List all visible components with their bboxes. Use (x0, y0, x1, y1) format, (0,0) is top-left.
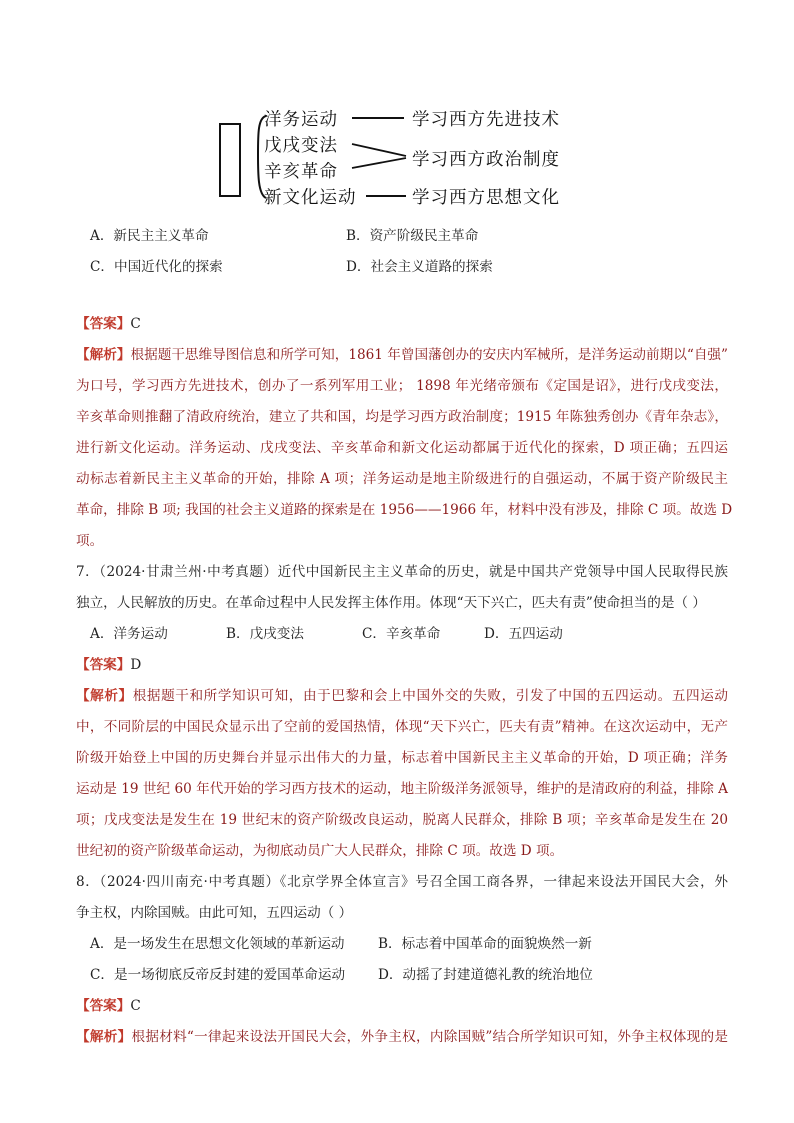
q6-analysis-line-1 (76, 344, 728, 366)
analysis-label: 【解析】 (76, 688, 133, 704)
q6-answer (76, 313, 728, 335)
answer-label: 【答案】 (76, 657, 131, 673)
analysis-text: 根据题干和所学知识可知，由于巴黎和会上中国外交的失败，引发了中国的五四运动。五四运动 (132, 688, 728, 704)
q6-option-a: A．新民主主义革命 (90, 228, 209, 244)
q6-analysis-line-2: 为口号，学习西方先进技术，创办了一系列军用工业； 1898 年光绪帝颁布《定国是诏》，进行戊戌变法， (76, 378, 728, 394)
q7-analysis-line-3: 阶级开始登上中国的历史舞台并显示出伟大的力量，标志着中国新民主主义革命的开始，D 项正确；洋务 (76, 750, 728, 766)
q6-analysis-line-4: 进行新文化运动。洋务运动、戊戌变法、辛亥革命和新文化运动都属于近代化的探索，D 项正确；五四运 (76, 440, 728, 456)
q7-answer (76, 654, 728, 676)
connector-2 (352, 144, 406, 156)
q8-option-d: D．动摇了封建道德礼教的统治地位 (378, 967, 593, 983)
analysis-text: 根据题干思维导图信息和所学可知，1861 年曾国藩创办的安庆内军械所，是洋务运动前期以“自强” (130, 347, 729, 363)
diagram-item-3: 辛亥革命 (264, 162, 338, 182)
q6-analysis-line-6: 革命，排除 B 项; 我国的社会主义道路的探索是在 1956——1966 年，材料中没有涉及，排除 C 项。故选 D (76, 502, 733, 518)
q8-option-b: B．标志着中国革命的面貌焕然一新 (378, 936, 592, 952)
q7-analysis-line-6: 世纪初的资产阶级革命运动，为彻底动员广大人民群众，排除 C 项。故选 D 项。 (76, 843, 564, 859)
q7-analysis-line-4: 运动是 19 世纪 60 年代开始的学习西方技术的运动，地主阶级洋务派领导，维护的是清政府的利益，排除 A (76, 781, 728, 797)
q8-answer (76, 995, 728, 1017)
q6-option-c: C．中国近代化的探索 (90, 259, 223, 275)
q7-stem-line-2: 独立，人民解放的历史。在革命过程中人民发挥主体作用。体现“天下兴亡，匹夫有责”使命担当的是（ ） (76, 595, 706, 611)
q7-option-c: C．辛亥革命 (362, 626, 441, 642)
diagram-target-1: 学习西方先进技术 (412, 110, 560, 130)
q7-stem-line-1: 7．（2024·甘肃兰州·中考真题）近代中国新民主主义革命的历史，就是中国共产党领导中国人民取得民族 (76, 564, 728, 580)
answer-value: C (130, 998, 141, 1014)
q8-stem-line-1: 8．（2024·四川南充·中考真题）《北京学界全体宣言》号召全国工商各界，一律起来设法开国民大会，外 (76, 874, 728, 890)
diagram-item-2: 戊戌变法 (264, 136, 338, 156)
answer-label: 【答案】 (76, 316, 131, 332)
analysis-label: 【解析】 (76, 347, 131, 363)
bracket-box (220, 124, 240, 196)
q6-analysis-line-7: 项。 (76, 533, 104, 549)
diagram-target-2: 学习西方政治制度 (412, 150, 560, 170)
q8-option-c: C．是一场彻底反帝反封建的爱国革命运动 (90, 967, 346, 983)
q8-stem-line-2: 争主权，内除国贼。由此可知，五四运动（ ） (76, 905, 353, 921)
q7-option-b: B．戊戌变法 (226, 626, 304, 642)
q7-analysis-line-5: 项；戊戌变法是发生在 19 世纪末的资产阶级改良运动，脱离人民群众，排除 B 项；辛亥革命是发生在 20 (76, 812, 728, 828)
q6-analysis-line-5: 动标志着新民主主义革命的开始，排除 A 项；洋务运动是地主阶级进行的自强运动，不属于资产阶级民主 (76, 471, 728, 487)
q8-analysis-line-1 (76, 1026, 728, 1048)
q6-option-b: B．资产阶级民主革命 (346, 228, 479, 244)
answer-label: 【答案】 (76, 998, 131, 1014)
diagram-target-3: 学习西方思想文化 (412, 188, 560, 208)
analysis-text: 根据材料“一律起来设法开国民大会，外争主权，内除国贼”结合所学知识可知，外争主权体现的是 (131, 1029, 728, 1045)
q7-option-a: A．洋务运动 (90, 626, 168, 642)
q8-option-a: A．是一场发生在思想文化领域的革新运动 (90, 936, 345, 952)
q6-option-d: D．社会主义道路的探索 (346, 259, 493, 275)
connector-3 (352, 158, 406, 168)
q6-analysis-line-3: 辛亥革命则推翻了清政府统治，建立了共和国，均是学习西方政治制度；1915 年陈独秀创办《青年杂志》， (76, 409, 728, 425)
q7-analysis-line-1 (76, 685, 728, 707)
q7-analysis-line-2: 中，不同阶层的中国民众显示出了空前的爱国热情，体现“天下兴亡，匹夫有责”精神。在这次运动中，无产 (76, 719, 728, 735)
diagram-item-1: 洋务运动 (264, 110, 338, 130)
answer-value: C (130, 316, 141, 332)
answer-value: D (130, 657, 142, 673)
q7-option-d: D．五四运动 (484, 626, 563, 642)
mind-map-diagram (214, 104, 580, 212)
diagram-item-4: 新文化运动 (264, 188, 357, 208)
analysis-label: 【解析】 (76, 1029, 132, 1045)
